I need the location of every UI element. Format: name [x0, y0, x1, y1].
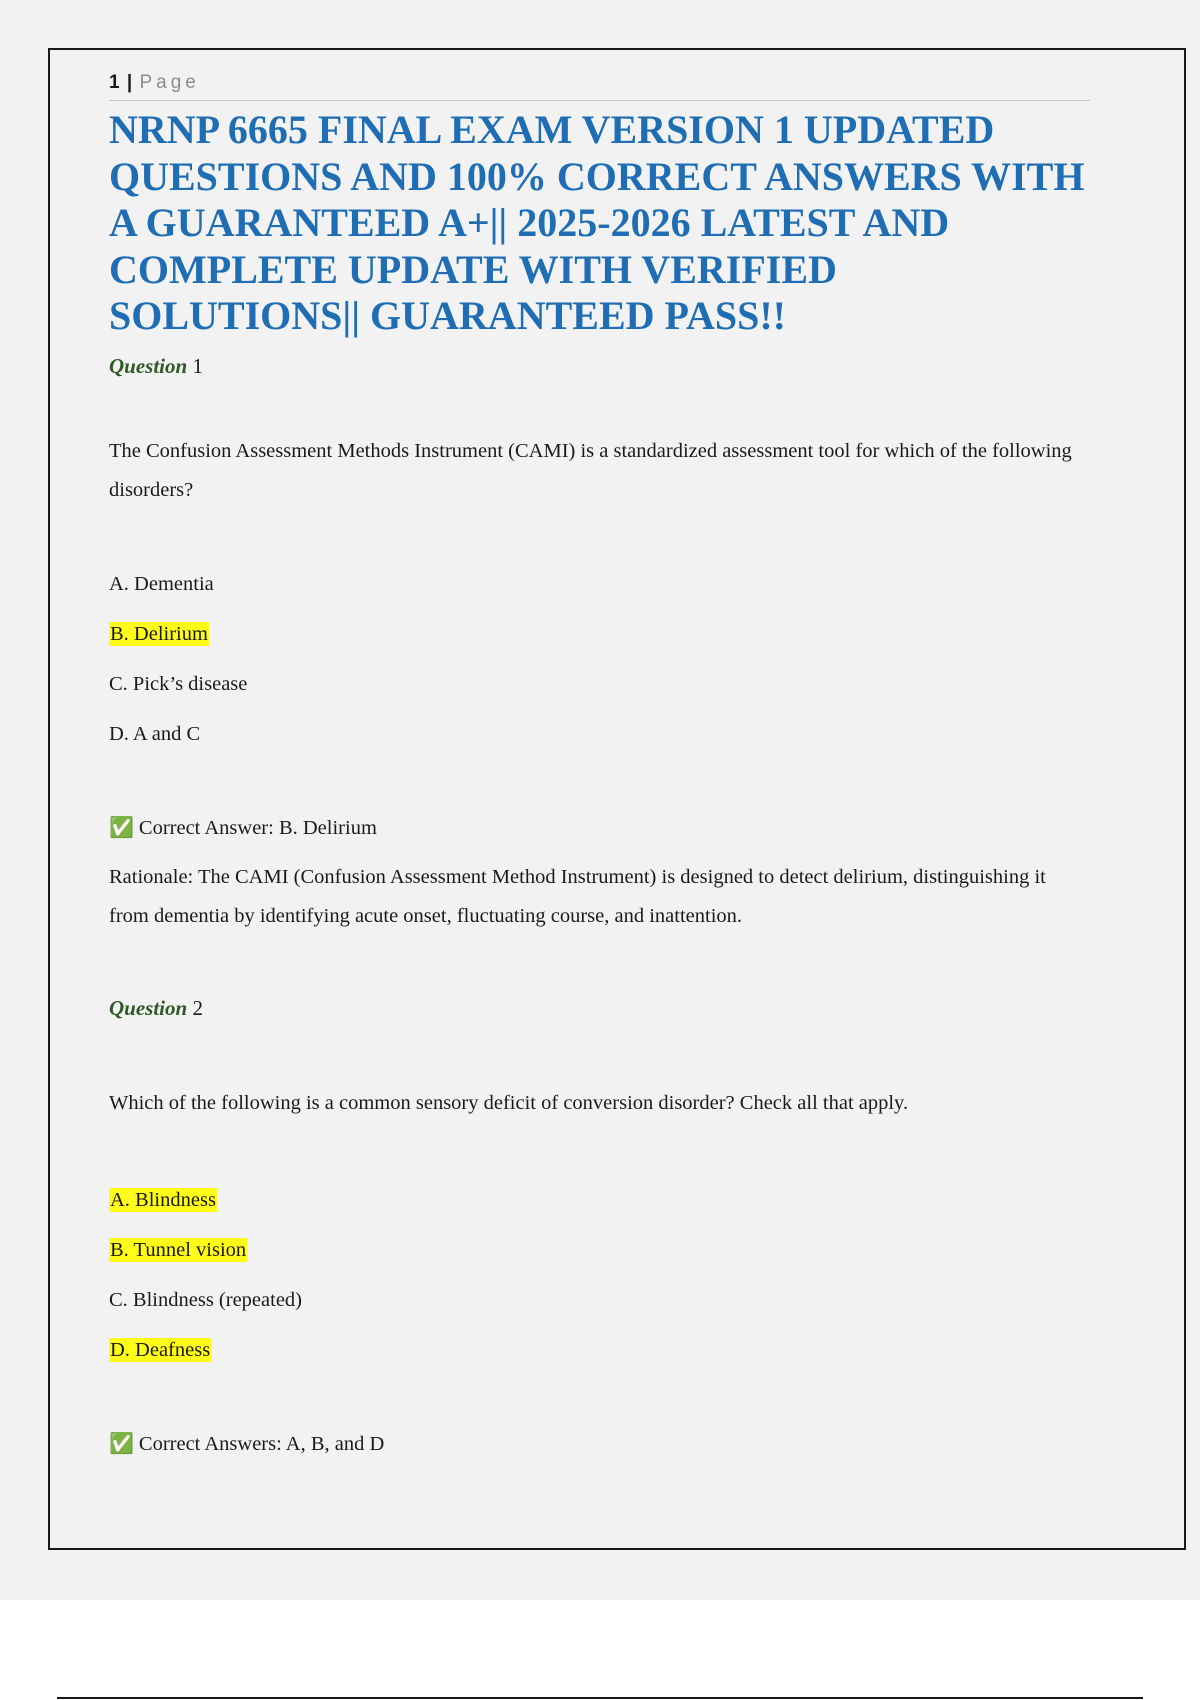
question-2-label: [109, 994, 1090, 1022]
option-text-highlighted: A. Blindness: [110, 1188, 216, 1211]
option-text: C. Pick’s disease: [109, 672, 248, 695]
question-word: Question: [109, 353, 188, 378]
question-number: 2: [192, 995, 203, 1020]
option-item: [109, 1275, 1090, 1325]
option-text-highlighted: B. Delirium: [110, 622, 208, 645]
option-item: [109, 1325, 1090, 1375]
option-item: [109, 709, 1090, 759]
option-item: [109, 559, 1090, 609]
page-number-separator: |: [126, 72, 133, 93]
question-1-answer: [109, 812, 1090, 843]
correct-answer-text: Correct Answer: B. Delirium: [138, 816, 377, 839]
option-item: [109, 1175, 1090, 1225]
option-text-highlighted: D. Deafness: [110, 1338, 211, 1361]
question-number: 1: [192, 353, 203, 378]
page-label: Page: [139, 72, 200, 93]
option-item: [109, 659, 1090, 709]
page-number: 1: [109, 72, 120, 93]
question-2-options: [109, 1175, 1090, 1375]
document-title: NRNP 6665 FINAL EXAM VERSION 1 UPDATED QUESTIONS AND 100% CORRECT ANSWERS WITH A GUARANTEED A+|| 2025-2026 LATEST AND COMPLETE UPDATE WITH VERIFIED SOLUTIONS|| GUARANTEED PASS!!: [109, 107, 1085, 338]
question-1-text: The Confusion Assessment Methods Instrument (CAMI) is a standardized assessment tool for which of the following disorders?: [109, 439, 1072, 501]
question-1-options: [109, 559, 1090, 759]
question-2-text: Which of the following is a common sensory deficit of conversion disorder? Check all that apply.: [109, 1091, 909, 1114]
question-1-label: [109, 352, 1090, 380]
correct-answer-text: Correct Answers: A, B, and D: [138, 1432, 385, 1455]
check-mark-icon: ✅: [109, 814, 134, 839]
check-mark-icon: ✅: [109, 1430, 134, 1455]
option-text: D. A and C: [109, 722, 201, 745]
option-text-highlighted: B. Tunnel vision: [110, 1238, 247, 1261]
option-text: C. Blindness (repeated): [109, 1288, 302, 1311]
footer-rule: [57, 1697, 1143, 1699]
page-header: [109, 70, 1090, 101]
page-content: [109, 70, 1090, 1459]
question-1-rationale: Rationale: The CAMI (Confusion Assessment Method Instrument) is designed to detect delirium, distinguishing it from dementia by identifying acute onset, fluctuating course, and inattention.: [109, 865, 1046, 927]
option-item: [109, 1225, 1090, 1275]
question-2-answer: [109, 1428, 1090, 1459]
option-text: A. Dementia: [109, 572, 214, 595]
option-item: [109, 609, 1090, 659]
question-word: Question: [109, 995, 188, 1020]
